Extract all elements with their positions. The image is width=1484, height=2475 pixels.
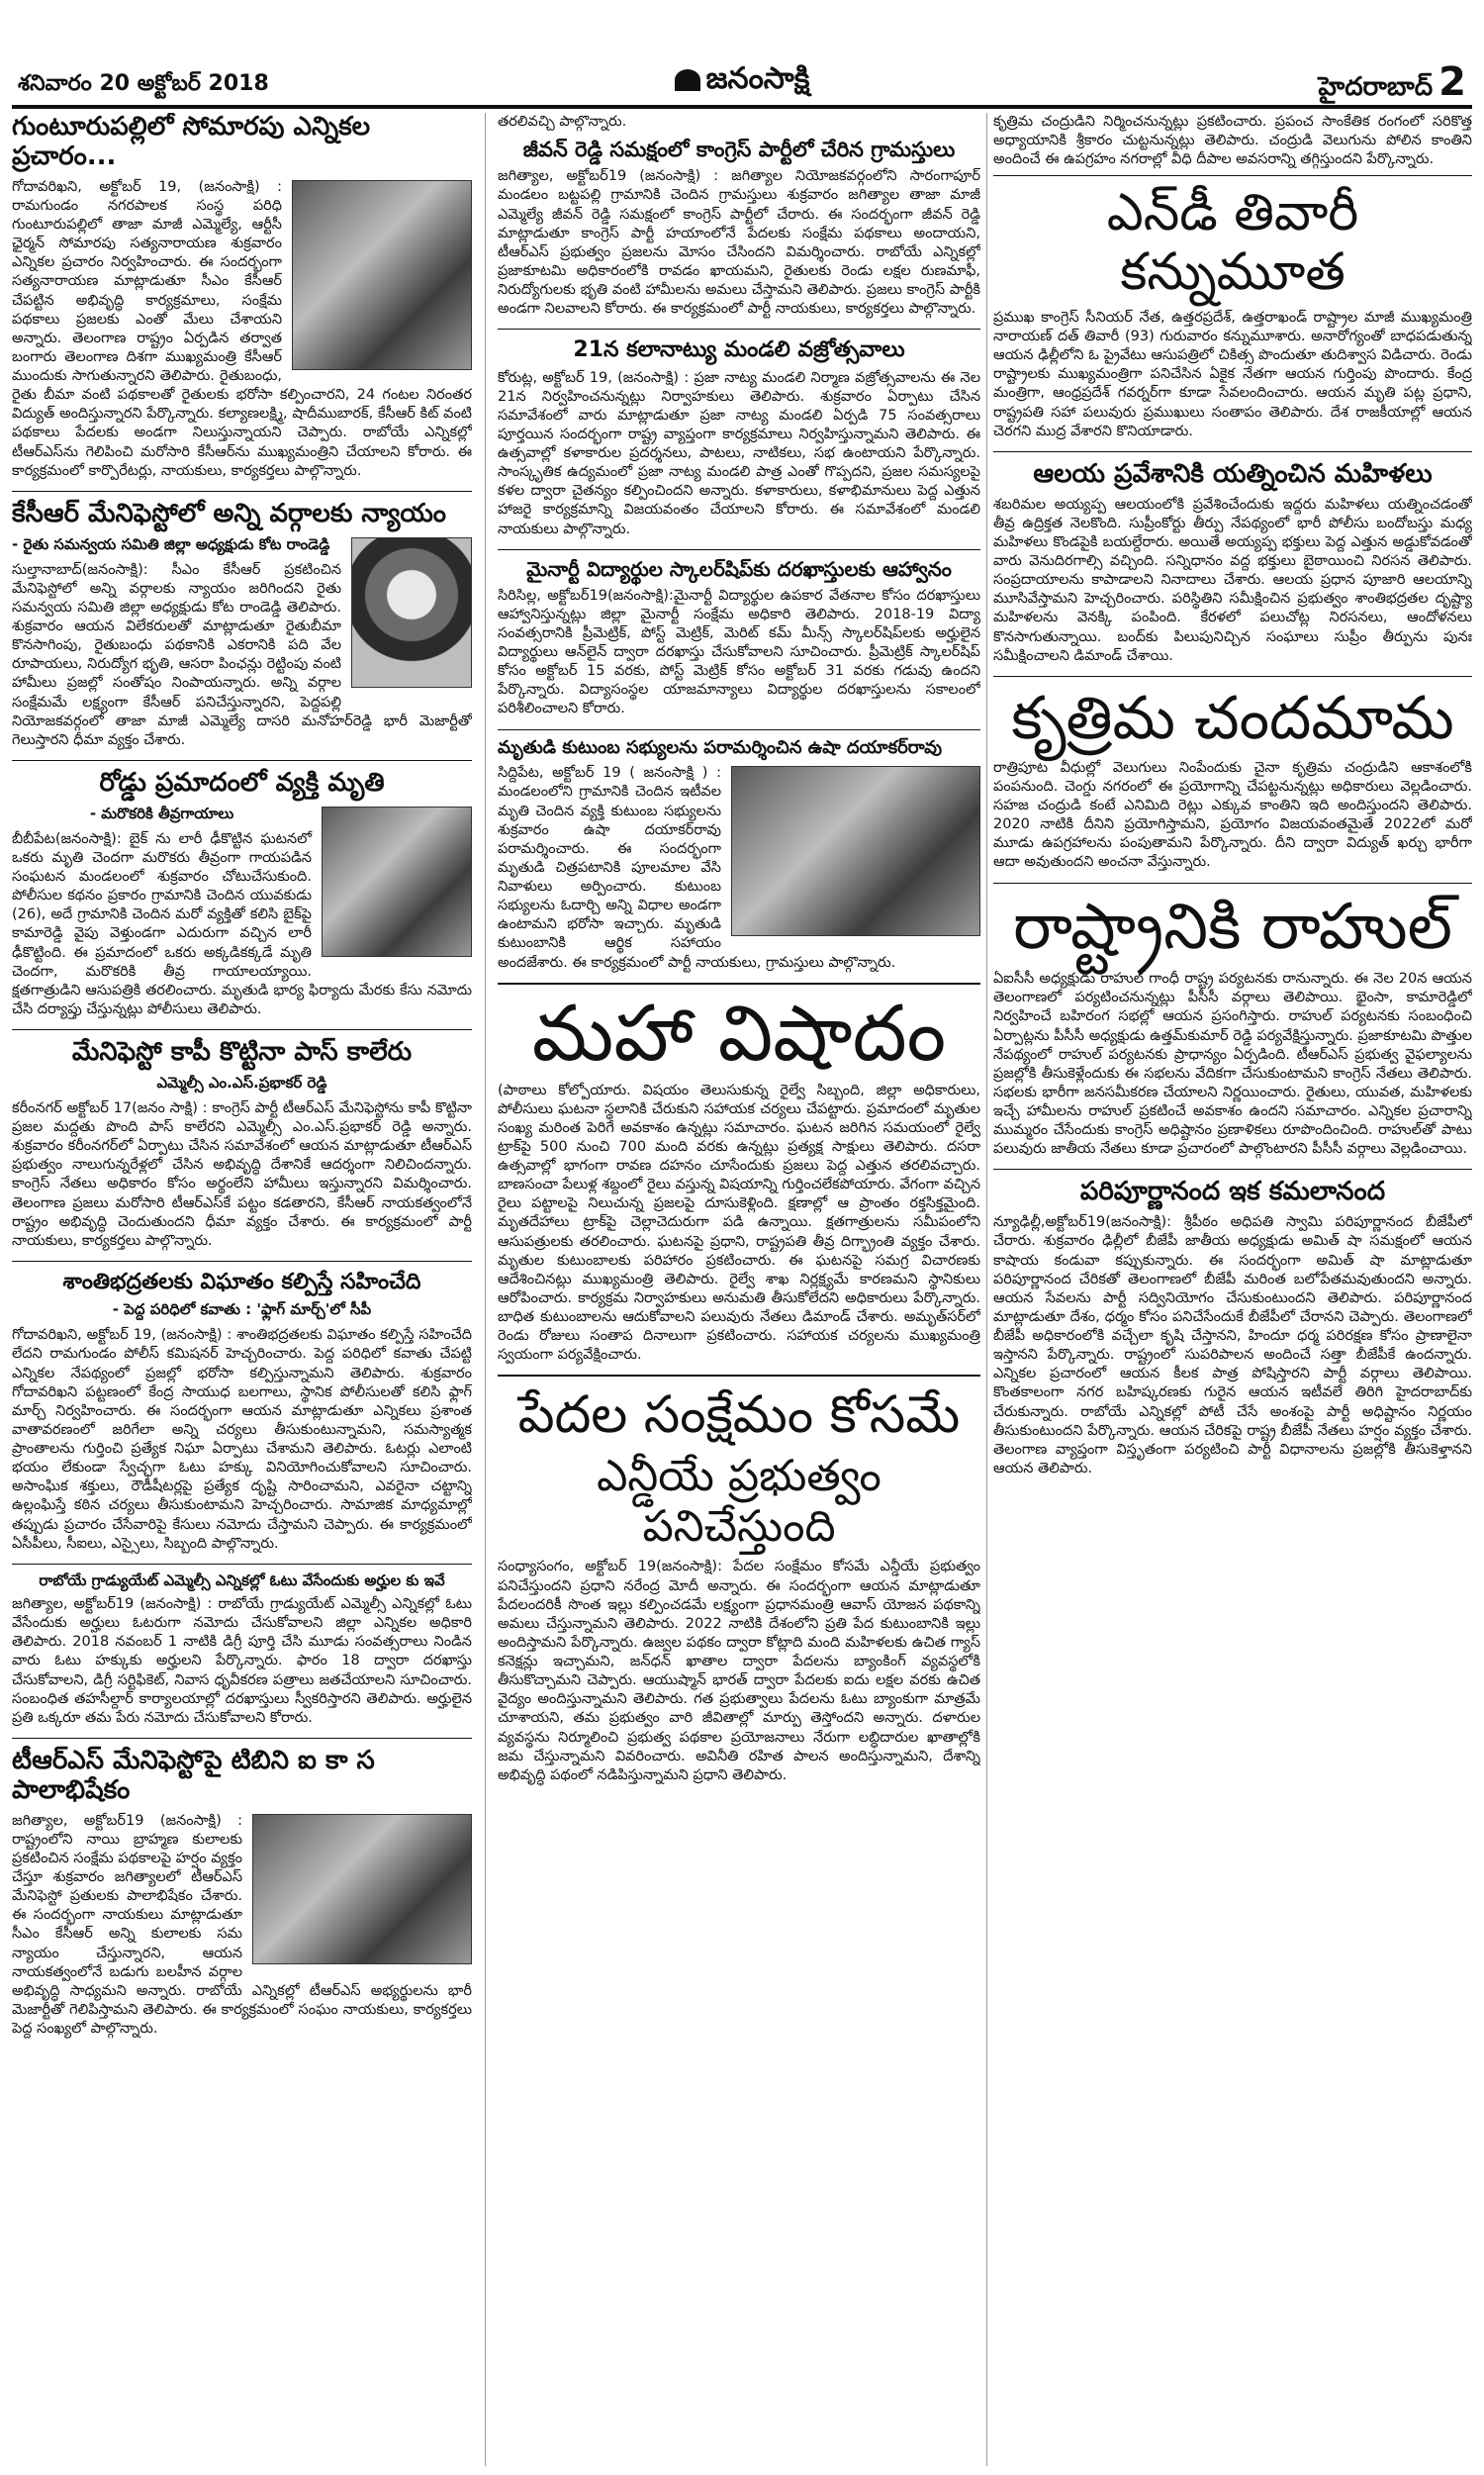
headline: పరిపూర్ణానంద ఇక కమలానంద [1079,1177,1386,1207]
headline: గుంటూరుపల్లిలో సోమారపు ఎన్నికల ప్రచారం... [12,113,371,171]
column-left [12,113,472,2466]
article-nda-welfare [498,1386,980,1784]
subheadline: - రైతు సమన్వయ సమితి జిల్లా అధ్యక్షుడు కోట రాండెడ్డి [12,534,330,553]
article-body: సిద్దిపేట, అక్టోబర్‌ 19 ( జనంసాక్షి ) : మండలంలోని గ్రామానికి చెందిన ఇటీవల మృతి చెందిన వ్యక్తి కుటుంబ సభ్యులను శుక్రవారం ఉషా దయాకర్‌రావు పరామర్శించారు. ఈ సందర్భంగా మృతుడి చిత్రపటానికి పూలమాల వేసి నివాళులు అర్పించారు. కుటుంబ సభ్యులను ఓదార్చి అన్ని విధాల అండగా ఉంటామని భరోసా ఇచ్చారు. మృతుడి కుటుంబానికి ఆర్థిక సహాయం అందజేశారు. ఈ కార్యక్రమంలో పార్టీ నాయకులు, గ్రామస్తులు పాల్గొన్నారు. [498,765,896,971]
article-body: కోరుట్ల, అక్టోబర్‌ 19, (జనంసాక్షి) : ప్రజా నాట్య మండలి నిర్మాణ వజ్రోత్సవాలను ఈ నెల 21న నిర్వహించనున్నట్లు నిర్వాహకులు తెలిపారు. శుక్రవారం ఏర్పాటు చేసిన సమావేశంలో వారు మాట్లాడుతూ ప్రజా నాట్య మండలి ఏర్పడి 75 సంవత్సరాలు పూర్తయిన సందర్భంగా రాష్ట్ర వ్యాప్తంగా కార్యక్రమాలు నిర్వహిస్తున్నామని తెలిపారు. ఈ ఉత్సవాల్లో కళాకారుల ప్రదర్శనలు, పాటలు, నాటికలు, సభ ఉంటాయని పేర్కొన్నారు. సాంస్కృతిక ఉద్యమంలో ప్రజా నాట్య మండలి పాత్ర ఎంతో గొప్పదని, ప్రజల సమస్యలపై కళల ద్వారా చైతన్యం కల్పించిందని అన్నారు. కళాకారులు, కళాభిమానులు పెద్ద ఎత్తున హాజరై కార్యక్రమాన్ని విజయవంతం చేయాలని కోరారు. ఈ సమావేశంలో మండలి నాయకులు పాల్గొన్నారు. [498,369,980,537]
headline: కేసీఆర్‌ మేనిఫెస్టోలో అన్ని వర్గాలకు న్యాయం [12,498,446,528]
headline: రాబోయే గ్రాడ్యుయేట్‌ ఎమ్మెల్సీ ఎన్నికల్లో ఓటు వేసేందుకు అర్హుల కు ఇవే [39,1571,445,1589]
issue-date: శనివారం 20 అక్టోబర్‌ 2018 [18,71,269,96]
article-body: జగిత్యాల, అక్టోబర్‌19 (జనంసాక్షి) : జగిత్యాల నియోజకవర్గంలోని సారంగాపూర్‌ మండలం బట్టపల్లి గ్రామానికి చెందిన గ్రామస్తులు శుక్రవారం జగిత్యాల తాజా మాజీ ఎమ్మెల్యే జీవన్‌ రెడ్డి సమక్షంలో కాంగ్రెస్‌ పార్టీలో చేరారు. ఈ సందర్భంగా జీవన్‌ రెడ్డి మాట్లాడుతూ కాంగ్రెస్‌ పార్టీ హయాంలోనే పేదలకు సంక్షేమ పథకాలు అందాయని, టీఆర్‌ఎస్‌ ప్రభుత్వం ప్రజలను మోసం చేసిందని విమర్శించారు. రాబోయే ఎన్నికల్లో ప్రజాకూటమి అధికారంలోకి రావడం ఖాయమని, రైతులకు రెండు లక్షల రుణమాఫీ, నిరుద్యోగులకు భృతి వంటి హామీలను అమలు చేస్తామని తెలిపారు. ప్రజలు కాంగ్రెస్‌ పార్టీకి అండగా నిలవాలని కోరారు. ఈ కార్యక్రమంలో పార్టీ నాయకులు, కార్యకర్తలు పాల్గొన్నారు. [498,168,980,318]
headline: రోడ్డు ప్రమాదంలో వ్యక్తి మృతి [99,767,385,798]
article-manifesto-copy [12,1038,472,1251]
logo-icon [675,69,700,91]
byline: ఎమ్మెల్సీ ఎం.ఎస్‌.ప్రభాకర్‌ రెడ్డి [156,1073,327,1092]
article-photo [292,180,472,370]
divider [993,883,1472,884]
headline: మృతుడి కుటుంబ సభ్యులను పరామర్శించిన ఉషా దయాకర్‌రావు [498,736,943,758]
article-milk-abhishekam [12,1747,472,2039]
accident-photo [322,807,472,957]
divider [993,1169,1472,1170]
article-kala-natya [498,337,980,538]
article-body: గోదావరిఖని, అక్టోబర్‌ 19, (జనంసాక్షి) : రామగుండం నగరపాలక సంస్థ పరిధి గుంటూరుపల్లిలో తాజా మాజీ ఎమ్మెల్యే, ఆర్టీసీ ఛైర్మన్‌ సోమారపు సత్యనారాయణ శుక్రవారం ఎన్నికల ప్రచారం నిర్వహించారు. ఈ సందర్భంగా సత్యనారాయణ మాట్లాడుతూ సీఎం కేసీఆర్‌ చేపట్టిన అభివృద్ధి కార్యక్రమాలు, సంక్షేమ పథకాలు ప్రజలకు ఎంతో మేలు చేశాయని అన్నారు. తెలంగాణ రాష్ట్రం ఏర్పడిన తర్వాత బంగారు తెలంగాణ దిశగా ముఖ్యమంత్రి కేసీఆర్‌ ముందుకు సాగుతున్నారని తెలిపారు. రైతుబంధు, రైతు బీమా వంటి పథకాలతో రైతులకు భరోసా కల్పించారని, 24 గంటల నిరంతర విద్యుత్‌ అందిస్తున్నారని పేర్కొన్నారు. కల్యాణలక్ష్మి, షాదీముబారక్‌, కేసీఆర్‌ కిట్‌ వంటి పథకాలు పేదలకు అండగా నిలుస్తున్నాయని చెప్పారు. రాబోయే ఎన్నికల్లో టీఆర్‌ఎస్‌ను గెలిపించి మరోసారి కేసీఆర్‌ను ముఖ్యమంత్రిని చేయాలని కోరారు. ఈ కార్యక్రమంలో కార్పొరేటర్లు, నాయకులు, కార్యకర్తలు పాల్గొన్నారు. [12,178,472,479]
divider [498,1375,980,1377]
article-body: సుల్తానాబాద్‌(జనంసాక్షి): సీఎం కేసీఆర్‌ ప్రకటించిన మేనిఫెస్టోలో అన్ని వర్గాలకు న్యాయం జరిగిందని రైతు సమన్వయ సమితి జిల్లా అధ్యక్షుడు కోట రాండెడ్డి తెలిపారు. శుక్రవారం ఆయన విలేకరులతో మాట్లాడుతూ రైతుబీమా కొనసాగింపు, రైతుబంధు పథకానికి ఎకరానికి పది వేల రూపాయలు, నిరుద్యోగ భృతి, ఆసరా పింఛన్లు రెట్టింపు వంటి హామీలు ప్రజల్లో సంతోషం నింపాయన్నారు. అన్ని వర్గాల సంక్షేమమే లక్ష్యంగా కేసీఆర్‌ పనిచేస్తున్నారని, పెద్దపల్లి నియోజకవర్గంలో తాజా మాజీ ఎమ్మెల్యే దాసరి మనోహర్‌రెడ్డి భారీ మెజార్టీతో గెలుస్తారని ధీమా వ్యక్తం చేశారు. [12,561,472,748]
article-photo [731,766,980,936]
headline: కృత్రిమ చందమామ [1011,683,1454,753]
divider [12,1738,472,1739]
divider [12,1261,472,1262]
divider [12,1029,472,1030]
column-divider [485,113,486,2466]
article-paripoornananda [993,1178,1472,1478]
article-body: జగిత్యాల, అక్టోబర్‌19 (జనంసాక్షి) : రాబోయే గ్రాడ్యుయేట్‌ ఎమ్మెల్సీ ఎన్నికల్లో ఓటు వేసేందుకు అర్హులు ఓటరుగా నమోదు చేసుకోవాలని జిల్లా ఎన్నికల అధికారి తెలిపారు. 2018 నవంబర్‌ 1 నాటికి డిగ్రీ పూర్తి చేసి మూడు సంవత్సరాలు నిండిన వారు ఓటు హక్కుకు అర్హులని పేర్కొన్నారు. ఫారం 18 ద్వారా దరఖాస్తు చేసుకోవాలని, డిగ్రీ సర్టిఫికెట్‌, నివాస ధృవీకరణ పత్రాలు జతచేయాలని సూచించారు. సంబంధిత తహసీల్దార్‌ కార్యాలయాల్లో దరఖాస్తులు స్వీకరిస్తారని తెలిపారు. అర్హులైన ప్రతి ఒక్కరూ తమ పేరు నమోదు చేసుకోవాలని కోరారు. [12,1596,472,1726]
article-body: (పాఠాలు కోల్పోయారు. విషయం తెలుసుకున్న రైల్వే సిబ్బంది, జిల్లా అధికారులు, పోలీసులు ఘటనా స్థలానికి చేరుకుని సహాయక చర్యలు చేపట్టారు. ప్రమాదంలో మృతుల సంఖ్య మరింత పెరిగే అవకాశం ఉన్నట్లు సమాచారం. ఘటన జరిగిన సమయంలో రైల్వే ట్రాక్‌పై 500 నుంచి 700 మంది వరకు ఉన్నట్లు ప్రత్యక్ష సాక్షులు తెలిపారు. దసరా ఉత్సవాల్లో భాగంగా రావణ దహనం చూసేందుకు ప్రజలు పెద్ద ఎత్తున తరలివచ్చారు. బాణసంచా పేలుళ్ల శబ్దంలో రైలు వస్తున్న విషయాన్ని గుర్తించలేకపోయారు. వేగంగా వచ్చిన రైలు పట్టాలపై నిలుచున్న ప్రజలపై దూసుకెళ్లింది. క్షణాల్లో ఆ ప్రాంతం రక్తసిక్తమైంది. మృతదేహాలు ట్రాక్‌పై చెల్లాచెదురుగా పడి ఉన్నాయి. క్షతగాత్రులను సమీపంలోని ఆసుపత్రులకు తరలించారు. ఘటనపై ప్రధాని, రాష్ట్రపతి తీవ్ర దిగ్భ్రాంతి వ్యక్తం చేశారు. మృతుల కుటుంబాలకు పరిహారం ప్రకటించారు. ఈ ఘటనపై సమగ్ర విచారణకు ఆదేశించినట్లు ముఖ్యమంత్రి తెలిపారు. రైల్వే శాఖ నిర్లక్ష్యమే కారణమని స్థానికులు ఆరోపించారు. కార్యక్రమ నిర్వాహకులు అనుమతి తీసుకోలేదని అధికారులు పేర్కొన్నారు. బాధిత కుటుంబాలను ఆదుకోవాలని పలువురు నేతలు డిమాండ్‌ చేశారు. అమృత్‌సర్‌లో రెండు రోజులు సంతాప దినాలుగా ప్రకటించారు. సహాయక చర్యలను ముఖ్యమంత్రి స్వయంగా పర్యవేక్షించారు. [498,1082,980,1364]
divider [498,329,980,330]
article-body: ఏఐసీసీ అధ్యక్షుడు రాహుల్‌ గాంధీ రాష్ట్ర పర్యటనకు రానున్నారు. ఈ నెల 20న ఆయన తెలంగాణలో పర్యటించనున్నట్లు పీసీసీ వర్గాలు తెలిపాయి. భైంసా, కామారెడ్డిలో నిర్వహించే బహిరంగ సభల్లో ఆయన ప్రసంగిస్తారు. రాహుల్‌ పర్యటనకు సంబంధించి ఏర్పాట్లను పీసీసీ అధ్యక్షుడు ఉత్తమ్‌కుమార్‌ రెడ్డి పర్యవేక్షిస్తున్నారు. ప్రజాకూటమి పొత్తుల నేపథ్యంలో రాహుల్‌ పర్యటనకు ప్రాధాన్యం ఏర్పడింది. టీఆర్‌ఎస్‌ ప్రభుత్వ వైఫల్యాలను ప్రజల్లోకి తీసుకెళ్లేందుకు ఈ సభలను వేదికగా చేసుకుంటామని కాంగ్రెస్‌ నేతలు తెలిపారు. సభలకు భారీగా జనసమీకరణ చేయాలని నిర్ణయించారు. రైతులు, యువత, మహిళలకు ఇచ్చే హామీలను రాహుల్‌ ప్రకటించే అవకాశం ఉందని సమాచారం. ఎన్నికల ప్రచారాన్ని ముమ్మరం చేసేందుకు కాంగ్రెస్‌ అధిష్టానం ప్రణాళికలు రూపొందించింది. రాహుల్‌తో పాటు పలువురు జాతీయ నేతలు కూడా ప్రచారంలో పాల్గొంటారని పీసీసీ వర్గాలు వెల్లడించాయి. [993,971,1472,1158]
article-manifesto-justice [12,500,472,750]
article-body: జగిత్యాల, అక్టోబర్‌19 (జనంసాక్షి) : రాష్ట్రంలోని నాయి బ్రాహ్మణ కులాలకు ప్రకటించిన సంక్షేమ పథకాలపై హర్షం వ్యక్తం చేస్తూ శుక్రవారం జగిత్యాలలో టీఆర్‌ఎస్‌ మేనిఫెస్టో ప్రతులకు పాలాభిషేకం చేశారు. ఈ సందర్భంగా నాయకులు మాట్లాడుతూ సీఎం కేసీఆర్‌ అన్ని కులాలకు సమ న్యాయం చేస్తున్నారని, ఆయన నాయకత్వంలోనే బడుగు బలహీన వర్గాల అభివృద్ధి సాధ్యమని అన్నారు. రాబోయే ఎన్నికల్లో టీఆర్‌ఎస్‌ అభ్యర్థులను భారీ మెజార్టీతో గెలిపిస్తామని తెలిపారు. ఈ కార్యక్రమంలో సంఘం నాయకులు, కార్యకర్తలు పెద్ద సంఖ్యలో పాల్గొన్నారు. [12,1812,472,2038]
headline-line2: ఎన్డీయే ప్రభుత్వం పనిచేస్తుంది [597,1451,881,1552]
article-somarapu [12,113,472,481]
headline: జీవన్‌ రెడ్డి సమక్షంలో కాంగ్రెస్‌ పార్టీలో చేరిన గ్రామస్తులు [522,138,956,162]
newspaper-logo [0,61,1484,103]
masthead [0,0,1484,105]
article-body: సిరిసిల్ల, అక్టోబర్‌19(జనంసాక్షి):మైనార్టీ విద్యార్థుల ఉపకార వేతనాల కోసం దరఖాస్తులు ఆహ్వానిస్తున్నట్లు జిల్లా మైనార్టీ సంక్షేమ అధికారి తెలిపారు. 2018-19 విద్యా సంవత్సరానికి ప్రీమెట్రిక్‌, పోస్ట్‌ మెట్రిక్‌, మెరిట్‌ కమ్‌ మీన్స్‌ స్కాలర్‌షిప్‌లకు అర్హులైన విద్యార్థులు ఆన్‌లైన్‌ ద్వారా దరఖాస్తు చేసుకోవాలని సూచించారు. ప్రీమెట్రిక్‌ స్కాలర్‌షిప్‌ కోసం అక్టోబర్‌ 15 వరకు, పోస్ట్‌ మెట్రిక్‌ కోసం అక్టోబర్‌ 31 వరకు గడువు ఉందని పేర్కొన్నారు. విద్యాసంస్థల యాజమాన్యాలు విద్యార్థుల దరఖాస్తులను సకాలంలో పరిశీలించాలని కోరారు. [498,587,980,717]
divider [993,676,1472,677]
article-temple-entry [993,460,1472,666]
logo-text: జనంసాక్షి [705,61,810,96]
subheadline: - మరొకరికి తీవ్రగాయాలు [89,804,234,822]
divider [993,451,1472,452]
continued-text: కృత్రిమ చంద్రుడిని నిర్మించనున్నట్లు ప్రకటించారు. ప్రపంచ సాంకేతిక రంగంలో సరికొత్త అధ్యాయానికి శ్రీకారం చుట్టనున్నట్లు తెలిపారు. చంద్రుడి వెలుగును పోలిన కాంతిని అందించే ఈ ఉపగ్రహం నగరాల్లో వీధి దీపాల అవసరాన్ని తగ్గిస్తుందని పేర్కొన్నారు. [993,114,1472,168]
article-nd-tiwari [993,184,1472,440]
subheadline: - పెద్ద పరిధిలో కవాతు : 'ఫ్లాగ్‌ మార్చ్‌'లో సీపీ [112,1300,372,1319]
headline: మేనిఫెస్టో కాపీ కొట్టినా పాస్‌ కాలేరు [71,1037,413,1068]
edition-city: హైదరాబాద్‌ [1318,72,1434,102]
headline: టీఆర్‌ఎస్‌ మేనిఫెస్టోపై టిబిని ఐ కా స పాలాభిషేకం [12,1745,375,1805]
headline: మైనార్టీ విద్యార్థుల స్కాలర్‌షిప్‌కు దరఖాస్తులకు ఆహ్వానం [526,556,952,581]
masthead-rule [12,105,1472,109]
article-body: న్యూఢిల్లీ,అక్టోబర్‌19(జనంసాక్షి): శ్రీపీఠం అధిపతి స్వామి పరిపూర్ణానంద బీజేపీలో చేరారు. శుక్రవారం ఢిల్లీలో బీజేపీ జాతీయ అధ్యక్షుడు అమిత్‌ షా సమక్షంలో ఆయన కాషాయ కండువా కప్పుకున్నారు. ఈ సందర్భంగా అమిత్‌ షా మాట్లాడుతూ పరిపూర్ణానంద చేరికతో తెలంగాణలో బీజేపీ మరింత బలోపేతమవుతుందని అన్నారు. ఆయన సేవలను పార్టీ సద్వినియోగం చేసుకుంటుందని తెలిపారు. పరిపూర్ణానంద మాట్లాడుతూ దేశం, ధర్మం కోసం పనిచేసేందుకే బీజేపీలో చేరానని చెప్పారు. తెలంగాణలో బీజేపీ అధికారంలోకి వచ్చేలా కృషి చేస్తానని, హిందూ ధర్మ పరిరక్షణ కోసం ప్రాణాలైనా ఇస్తానని పేర్కొన్నారు. రాష్ట్రంలో సుపరిపాలన అందించే సత్తా బీజేపీకే ఉందన్నారు. ఎన్నికల ప్రచారంలో ఆయన కీలక పాత్ర పోషిస్తారని పార్టీ వర్గాలు తెలిపాయి. కొంతకాలంగా నగర బహిష్కరణకు గురైన ఆయన ఇటీవలే తిరిగి హైదరాబాద్‌కు చేరుకున్నారు. రాబోయే ఎన్నికల్లో పోటీ చేసే అంశంపై పార్టీ అధిష్టానం నిర్ణయం తీసుకుంటుందని పేర్కొన్నారు. ఆయన చేరికపై రాష్ట్ర బీజేపీ నేతలు హర్షం వ్యక్తం చేశారు. తెలంగాణ వ్యాప్తంగా విస్తృతంగా పర్యటించి పార్టీ విధానాలను ప్రజల్లోకి తీసుకెళ్తానని ఆయన తెలిపారు. [993,1214,1472,1476]
article-minority-scholarship [498,558,980,719]
headline: ఎన్‌డీ తివారీ కన్నుమూత [1106,183,1359,303]
article-body: రాత్రిపూట వీధుల్లో వెలుగులు నింపేందుకు చైనా కృత్రిమ చంద్రుడిని ఆకాశంలోకి పంపనుంది. చెంగ్డు నగరంలో ఈ ప్రయోగాన్ని చేపట్టనున్నట్లు అధికారులు వెల్లడించారు. సహజ చంద్రుడి కంటే ఎనిమిది రెట్లు ఎక్కువ కాంతిని ఇది అందిస్తుందని తెలిపారు. 2020 నాటికి దీనిని ప్రయోగిస్తామని, ప్రయోగం విజయవంతమైతే 2022లో మరో మూడు ఉపగ్రహాలను పంపుతామని పేర్కొన్నారు. దీని ద్వారా విద్యుత్‌ ఖర్చు భారీగా ఆదా అవుతుందని అంచనా వేస్తున్నారు. [993,759,1472,871]
article-graduate-mlc [12,1572,472,1728]
article-body: గోదావరిఖని, అక్టోబర్‌ 19, (జనంసాక్షి) : శాంతిభద్రతలకు విఘాతం కల్పిస్తే సహించేది లేదని రామగుండం పోలీస్‌ కమిషనర్‌ హెచ్చరించారు. పెద్ద పరిధిలో కవాతు చేపట్టి ఎన్నికల నేపథ్యంలో ప్రజల్లో భరోసా కల్పిస్తున్నామని తెలిపారు. శుక్రవారం గోదావరిఖని పట్టణంలో కేంద్ర సాయుధ బలగాలు, స్థానిక పోలీసులతో కలిసి ఫ్లాగ్‌ మార్చ్‌ నిర్వహించారు. ఈ సందర్భంగా ఆయన మాట్లాడుతూ ఎన్నికలు ప్రశాంత వాతావరణంలో జరిగేలా అన్ని చర్యలు తీసుకుంటున్నామని, సమస్యాత్మక ప్రాంతాలను గుర్తించి ప్రత్యేక నిఘా ఏర్పాటు చేశామని తెలిపారు. ఓటర్లు ఎలాంటి భయం లేకుండా స్వేచ్ఛగా ఓటు హక్కు వినియోగించుకోవాలని సూచించారు. అసాంఘిక శక్తులు, రౌడీషీటర్లపై ప్రత్యేక దృష్టి సారించామని, ఎవరైనా చట్టాన్ని ఉల్లంఘిస్తే కఠిన చర్యలు తీసుకుంటామని హెచ్చరించారు. సామాజిక మాధ్యమాల్లో తప్పుడు ప్రచారం చేసేవారిపై కేసులు నమోదు చేస్తామని చెప్పారు. ఈ కార్యక్రమంలో ఏసీపీలు, సీఐలు, ఎస్సైలు, సిబ్బంది పాల్గొన్నారు. [12,1327,472,1552]
article-road-accident [12,769,472,1019]
divider [12,1564,472,1565]
headline: రాష్ట్రానికి రాహుల్‌ [1012,890,1453,964]
article-body: కరీంనగర్‌ అక్టోబర్‌ 17(జనం సాక్షి) : కాంగ్రెస్‌ పార్టీ టీఆర్‌ఎస్‌ మేనిఫెస్టోను కాపీ కొట్టినా ప్రజల మద్దతు పొంది పాస్‌ కాలేరని ఎమ్మెల్సీ ఎం.ఎస్‌.ప్రభాకర్‌ రెడ్డి అన్నారు. శుక్రవారం కరీంనగర్‌లో ఏర్పాటు చేసిన సమావేశంలో ఆయన మాట్లాడుతూ టీఆర్‌ఎస్‌ ప్రభుత్వం నాలుగున్నరేళ్లలో చేసిన అభివృద్ధి దేశానికే ఆదర్శంగా నిలిచిందన్నారు. కాంగ్రెస్‌ నేతలు అధికారం కోసం అర్థంలేని హామీలు ఇస్తున్నారని విమర్శించారు. తెలంగాణ ప్రజలు మరోసారి టీఆర్‌ఎస్‌కే పట్టం కడతారని, కేసీఆర్‌ నాయకత్వంలోనే రాష్ట్రం అభివృద్ధి చెందుతుందని ధీమా వ్యక్తం చేశారు. ఈ కార్యక్రమంలో పార్టీ నాయకులు, కార్యకర్తలు పాల్గొన్నారు. [12,1099,472,1249]
headline: ఆలయ ప్రవేశానికి యత్నించిన మహిళలు [1033,458,1433,489]
column-divider [986,113,987,2466]
article-artificial-moon [993,685,1472,873]
divider [498,549,980,550]
headline: శాంతిభద్రతలకు విఘాతం కల్పిస్తే సహించేది [62,1269,421,1294]
headline: 21న కలానాట్యు మండలి వజ్రోత్సవాలు [573,337,905,363]
column-middle [498,113,980,2466]
article-body: సంధ్యాసంగం, అక్టోబర్‌ 19(జనంసాక్షి): పేదల సంక్షేమం కోసమే ఎన్డీయే ప్రభుత్వం పనిచేస్తుందని ప్రధాని నరేంద్ర మోదీ అన్నారు. ఈ సందర్భంగా ఆయన మాట్లాడుతూ పేదలందరికీ సొంత ఇల్లు కల్పించడమే లక్ష్యంగా ప్రధానమంత్రి ఆవాస్‌ యోజన పథకాన్ని అమలు చేస్తున్నామని తెలిపారు. 2022 నాటికి దేశంలోని ప్రతి పేద కుటుంబానికి ఇల్లు అందిస్తామని పేర్కొన్నారు. ఉజ్వల పథకం ద్వారా కోట్లాది మంది మహిళలకు ఉచిత గ్యాస్‌ కనెక్షన్లు ఇచ్చామని, జన్‌ధన్‌ ఖాతాల ద్వారా పేదలను బ్యాంకింగ్‌ వ్యవస్థలోకి తీసుకొచ్చామని చెప్పారు. ఆయుష్మాన్‌ భారత్‌ ద్వారా పేదలకు ఐదు లక్షల వరకు ఉచిత వైద్యం అందిస్తున్నామని తెలిపారు. గత ప్రభుత్వాలు పేదలను ఓటు బ్యాంకుగా మాత్రమే చూశాయని, తమ ప్రభుత్వం వారి జీవితాల్లో మార్పు తెస్తోందని అన్నారు. దళారుల వ్యవస్థను నిర్మూలించి ప్రభుత్వ పథకాల ప్రయోజనాలు నేరుగా లబ్ధిదారుల ఖాతాల్లోకి జమ చేస్తున్నామని వివరించారు. అవినీతి రహిత పాలన అందిస్తున్నామని, దేశాన్ని అభివృద్ధి పథంలో నడిపిస్తున్నామని ప్రధాని తెలిపారు. [498,1559,980,1783]
article-maha-vishadam [498,989,980,1366]
headline: పేదల సంక్షేమం కోసమే [517,1385,961,1446]
article-body: బీబీపేట(జనంసాక్షి): బైక్‌ ను లారీ ఢీకొట్టిన ఘటనలో ఒకరు మృతి చెందగా మరొకరు తీవ్రంగా గాయపడిన సంఘటన మండలంలో శుక్రవారం చోటుచేసుకుంది. పోలీసుల కథనం ప్రకారం గ్రామానికి చెందిన యువకుడు (26), అదే గ్రామానికి చెందిన మరో వ్యక్తితో కలిసి బైక్‌పై కామారెడ్డి వైపు వెళ్తుండగా ఎదురుగా వచ్చిన లారీ ఢీకొట్టింది. ఈ ప్రమాదంలో ఒకరు అక్కడికక్కడే మృతి చెందగా, మరొకరికి తీవ్ర గాయాలయ్యాయి. క్షతగాత్రుడిని ఆసుపత్రికి తరలించారు. మృతుడి భార్య ఫిర్యాదు మేరకు కేసు నమోదు చేసి దర్యాప్తు చేస్తున్నట్లు పోలీసులు తెలిపారు. [12,830,472,1017]
edition [1318,59,1466,108]
article-body: ప్రముఖ కాంగ్రెస్‌ సీనియర్‌ నేత, ఉత్తరప్రదేశ్‌, ఉత్తరాఖండ్‌ రాష్ట్రాల మాజీ ముఖ్యమంత్రి నారాయణ్‌ దత్‌ తివారీ (93) గురువారం కన్నుమూశారు. అనారోగ్యంతో బాధపడుతున్న ఆయన ఢిల్లీలోని ఓ ప్రైవేటు ఆసుపత్రిలో చికిత్స పొందుతూ తుదిశ్వాస విడిచారు. రెండు రాష్ట్రాలకు ముఖ్యమంత్రిగా పనిచేసిన ఏకైక నేతగా ఆయన గుర్తింపు పొందారు. కేంద్ర మంత్రిగా, ఆంధ్రప్రదేశ్‌ గవర్నర్‌గా కూడా సేవలందించారు. ఆయన మృతి పట్ల ప్రధాని, రాష్ట్రపతి సహా పలువురు ప్రముఖులు సంతాపం తెలిపారు. దేశ రాజకీయాల్లో ఆయన చెరగని ముద్ర వేశారని కొనియాడారు. [993,309,1472,439]
page-number: 2 [1438,59,1466,105]
divider [993,175,1472,176]
article-jeevan-reddy [498,138,980,319]
divider [498,983,980,985]
article-body: శబరిమల అయ్యప్ప ఆలయంలోకి ప్రవేశించేందుకు ఇద్దరు మహిళలు యత్నించడంతో తీవ్ర ఉద్రిక్తత నెలకొంది. సుప్రీంకోర్టు తీర్పు నేపథ్యంలో భారీ పోలీసు బందోబస్తు మధ్య మహిళలు కొండపైకి బయల్దేరారు. అయితే అయ్యప్ప భక్తులు పెద్ద ఎత్తున అడ్డుకోవడంతో వారు వెనుదిరగాల్సి వచ్చింది. సన్నిధానం వద్ద భక్తులు బైఠాయించి నిరసన తెలిపారు. సంప్రదాయాలను కాపాడాలని నినాదాలు చేశారు. ఆలయ ప్రధాన పూజారి ఆలయాన్ని మూసివేస్తామని హెచ్చరించారు. పరిస్థితిని సమీక్షించిన ప్రభుత్వం శాంతిభద్రతల దృష్ట్యా మహిళలను వెనక్కి పంపింది. కేరళలో పలుచోట్ల నిరసనలు, ఆందోళనలు కొనసాగుతున్నాయి. బంద్‌కు పిలుపునిచ్చిన సంఘాలు సుప్రీం తీర్పును పునః సమీక్షించాలని డిమాండ్‌ చేశాయి. [993,496,1472,664]
continued-text: తరలివచ్చి పాల్గొన్నారు. [498,114,627,130]
article-usha-dayakar [498,738,980,973]
divider [498,729,980,730]
article-rahul-visit [993,892,1472,1160]
divider [12,760,472,761]
portrait-photo [351,537,472,688]
divider [12,491,472,492]
column-right [993,113,1472,2466]
headline: మహా విషాదం [531,989,947,1079]
article-photo [252,1814,472,1964]
article-law-order [12,1270,472,1554]
